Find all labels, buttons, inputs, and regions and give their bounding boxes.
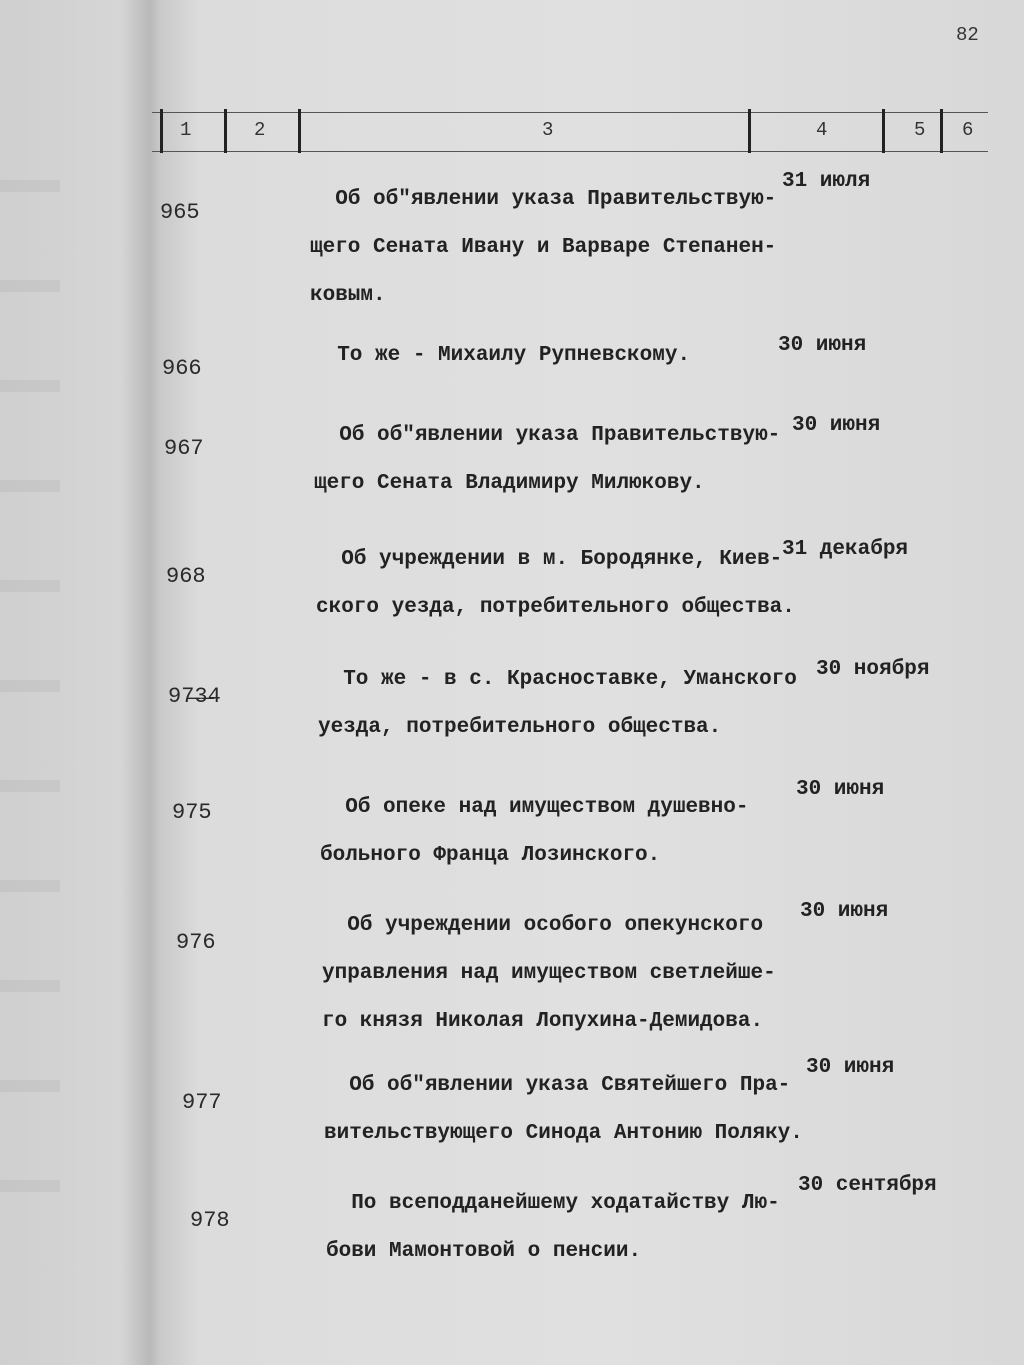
description-line: больного Франца Лозинского. bbox=[320, 844, 661, 867]
entry-number: 966 bbox=[162, 356, 202, 381]
description-line: уезда, потребительного общества. bbox=[318, 716, 722, 739]
column-header: 3 bbox=[542, 119, 554, 141]
table-header bbox=[152, 112, 988, 152]
description-line: вительствующего Синода Антонию Поляку. bbox=[324, 1122, 803, 1145]
entry-date: 31 июля bbox=[782, 170, 871, 193]
entry-date: 30 июня bbox=[796, 778, 885, 801]
description-line: Об об"явлении указа Святейшего Пра- bbox=[324, 1074, 791, 1097]
column-separator bbox=[882, 109, 885, 153]
entry-date: 30 июня bbox=[806, 1056, 895, 1079]
entry-description bbox=[310, 176, 776, 320]
entry-description bbox=[320, 784, 748, 880]
bleed-through-margin bbox=[0, 140, 60, 1240]
page-number: 82 bbox=[956, 24, 979, 46]
description-line: Об об"явлении указа Правительствую- bbox=[314, 424, 781, 447]
description-line: щего Сената Ивану и Варваре Степанен- bbox=[310, 236, 777, 259]
description-line: го князя Николая Лопухина-Демидова. bbox=[322, 1010, 764, 1033]
entry-number: 977 bbox=[182, 1090, 222, 1115]
column-header: 1 bbox=[180, 119, 192, 141]
entry-date: 30 ноября bbox=[816, 658, 930, 681]
entry-date: 30 июня bbox=[800, 900, 889, 923]
column-header: 5 bbox=[914, 119, 926, 141]
column-separator bbox=[748, 109, 751, 153]
entry-description bbox=[316, 536, 795, 632]
column-separator bbox=[940, 109, 943, 153]
entry-number: 97̶3̶4 bbox=[168, 684, 221, 709]
entry-description bbox=[324, 1062, 803, 1158]
description-line: По всеподданейшему ходатайству Лю- bbox=[326, 1192, 780, 1215]
column-header: 4 bbox=[816, 119, 828, 141]
description-line: Об об"явлении указа Правительствую- bbox=[310, 188, 777, 211]
description-line: Об опеке над имуществом душевно- bbox=[320, 796, 749, 819]
entry-date: 31 декабря bbox=[782, 538, 909, 561]
entry-date: 30 сентября bbox=[798, 1174, 937, 1197]
column-header: 6 bbox=[962, 119, 974, 141]
entry-date: 30 июня bbox=[778, 334, 867, 357]
description-line: То же - в с. Красноставке, Уманского bbox=[318, 668, 797, 691]
column-separator bbox=[160, 109, 163, 153]
column-header: 2 bbox=[254, 119, 266, 141]
entry-number: 976 bbox=[176, 930, 216, 955]
description-line: ковым. bbox=[310, 284, 386, 307]
entry-description bbox=[318, 656, 797, 752]
entry-description bbox=[312, 332, 690, 380]
entry-number: 965 bbox=[160, 200, 200, 225]
description-line: щего Сената Владимиру Милюкову. bbox=[314, 472, 705, 495]
description-line: То же - Михаилу Рупневскому. bbox=[312, 344, 691, 367]
entry-description bbox=[314, 412, 780, 508]
entry-number: 975 bbox=[172, 800, 212, 825]
description-line: Об учреждении особого опекунского bbox=[322, 914, 764, 937]
column-separator bbox=[224, 109, 227, 153]
description-line: бови Мамонтовой о пенсии. bbox=[326, 1240, 642, 1263]
description-line: ского уезда, потребительного общества. bbox=[316, 596, 795, 619]
description-line: Об учреждении в м. Бородянке, Киев- bbox=[316, 548, 783, 571]
entry-number: 978 bbox=[190, 1208, 230, 1233]
column-separator bbox=[298, 109, 301, 153]
entry-number: 967 bbox=[164, 436, 204, 461]
entry-number: 968 bbox=[166, 564, 206, 589]
entry-description bbox=[326, 1180, 780, 1276]
description-line: управления над имуществом светлейше- bbox=[322, 962, 776, 985]
entry-date: 30 июня bbox=[792, 414, 881, 437]
entry-description bbox=[322, 902, 776, 1046]
